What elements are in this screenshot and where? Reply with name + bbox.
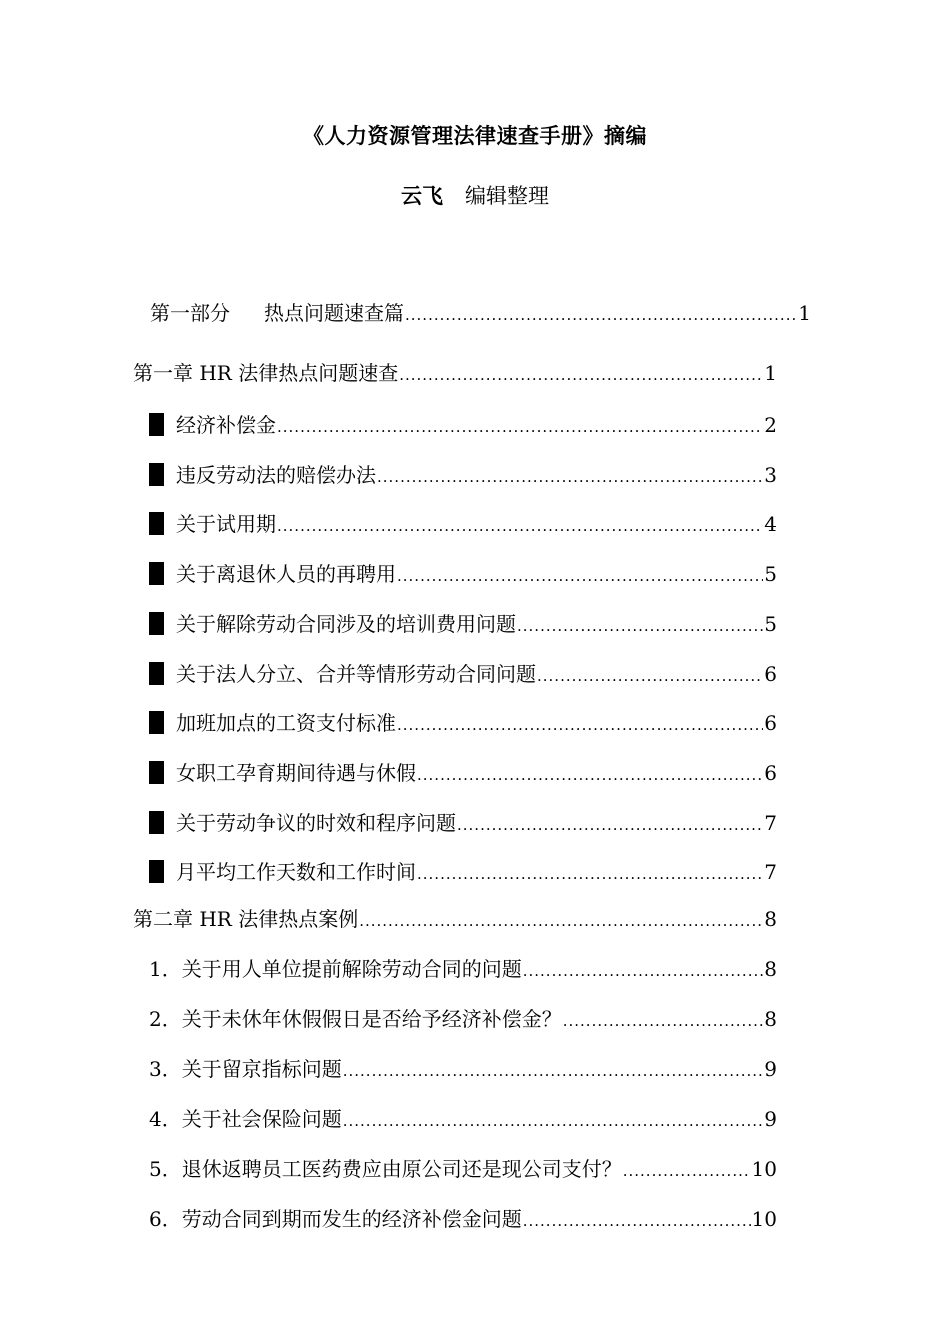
toc-leader-dots: [563, 1008, 764, 1034]
toc-section-entry[interactable]: [149, 409, 777, 435]
toc-case-number: 6．: [149, 1207, 182, 1231]
toc-case-entry[interactable]: [149, 1106, 777, 1132]
toc-page-number: 7: [764, 860, 777, 884]
toc-section-entry[interactable]: [149, 608, 777, 634]
toc-case-label: 4．关于社会保险问题: [149, 1107, 342, 1131]
square-bullet-icon: [149, 761, 164, 784]
toc-page-number: 5: [764, 562, 777, 586]
toc-page-number: 6: [764, 711, 777, 735]
editor-note: 编辑整理: [465, 184, 549, 208]
toc-section-label: 经济补偿金: [149, 409, 276, 438]
toc-section-entry[interactable]: [149, 807, 777, 833]
toc-page-number: 3: [764, 463, 777, 487]
toc-case-label: 1．关于用人单位提前解除劳动合同的问题: [149, 957, 522, 981]
toc-leader-dots: [523, 1208, 751, 1234]
toc-section-label: 女职工孕育期间待遇与休假: [149, 757, 416, 786]
toc-section-entry[interactable]: [149, 856, 777, 882]
toc-case-label: 2．关于未休年休假假日是否给予经济补偿金？: [149, 1007, 562, 1031]
square-bullet-icon: [149, 662, 164, 685]
byline: [0, 180, 950, 210]
toc-page-number: 8: [764, 1007, 777, 1031]
toc-page-number: 6: [764, 761, 777, 785]
square-bullet-icon: [149, 562, 164, 585]
toc-section-label: 关于试用期: [149, 508, 276, 537]
toc-case-entry[interactable]: [149, 1156, 777, 1182]
toc-case-number: 5．: [149, 1157, 182, 1181]
toc-case-entry[interactable]: [149, 1206, 777, 1232]
toc-part-label: 第一部分 热点问题速查篇: [150, 301, 404, 325]
toc-leader-dots: [405, 302, 797, 328]
toc-section-label: 关于法人分立、合并等情形劳动合同问题: [149, 658, 536, 687]
toc-case-number: 1．: [149, 957, 182, 981]
toc-chapter-entry[interactable]: [133, 906, 777, 932]
toc-chapter-label: 第二章 HR 法律热点案例: [133, 907, 359, 931]
toc-case-number: 4．: [149, 1107, 182, 1131]
toc-page-number: 5: [764, 612, 777, 636]
toc-leader-dots: [343, 1108, 764, 1134]
toc-leader-dots: [359, 908, 763, 934]
toc-leader-dots: [397, 563, 763, 589]
toc-page-number: 9: [764, 1057, 777, 1081]
square-bullet-icon: [149, 512, 164, 535]
toc-section-entry[interactable]: [149, 459, 777, 485]
toc-leader-dots: [623, 1158, 751, 1184]
toc-case-entry[interactable]: [149, 1006, 777, 1032]
toc-page-number: 7: [764, 811, 777, 835]
toc-page-number: 1: [798, 301, 811, 325]
toc-page-number: 8: [764, 907, 777, 931]
toc-page-number: 2: [764, 413, 777, 437]
toc-chapter-label: 第一章 HR 法律热点问题速查: [133, 361, 399, 385]
toc-case-entry[interactable]: [149, 956, 777, 982]
toc-case-number: 3．: [149, 1057, 182, 1081]
toc-case-label: 6．劳动合同到期而发生的经济补偿金问题: [149, 1207, 522, 1231]
document-title: 《人力资源管理法律速查手册》摘编: [303, 123, 647, 148]
toc-page-number: 10: [751, 1157, 777, 1181]
toc-leader-dots: [343, 1058, 764, 1084]
toc-case-number: 2．: [149, 1007, 182, 1031]
square-bullet-icon: [149, 413, 164, 436]
toc-section-label: 加班加点的工资支付标准: [149, 707, 396, 736]
toc-section-label: 违反劳动法的赔偿办法: [149, 459, 376, 488]
toc-section-label: 关于解除劳动合同涉及的培训费用问题: [149, 608, 516, 637]
toc-page-number: 4: [764, 512, 777, 536]
toc-section-entry[interactable]: [149, 757, 777, 783]
toc-leader-dots: [399, 362, 763, 388]
toc-leader-dots: [517, 613, 763, 639]
toc-leader-dots: [417, 762, 763, 788]
author-name: 云飞: [401, 183, 443, 208]
square-bullet-icon: [149, 811, 164, 834]
toc-leader-dots: [523, 958, 764, 984]
toc-section-entry[interactable]: [149, 558, 777, 584]
square-bullet-icon: [149, 860, 164, 883]
toc-section-entry[interactable]: [149, 658, 777, 684]
toc-leader-dots: [537, 663, 763, 689]
toc-page-number: 8: [764, 957, 777, 981]
toc-section-label: 月平均工作天数和工作时间: [149, 856, 416, 885]
toc-chapter-entry[interactable]: [133, 360, 777, 386]
square-bullet-icon: [149, 463, 164, 486]
toc-page-number: 9: [764, 1107, 777, 1131]
toc-case-label: 3．关于留京指标问题: [149, 1057, 342, 1081]
toc-page-number: 1: [764, 361, 777, 385]
toc-leader-dots: [417, 861, 763, 887]
toc-page-number: 10: [751, 1207, 777, 1231]
toc-leader-dots: [397, 712, 763, 738]
toc-part-entry[interactable]: [150, 300, 811, 326]
toc-page-number: 6: [764, 662, 777, 686]
toc-section-entry[interactable]: [149, 508, 777, 534]
toc-leader-dots: [277, 513, 763, 539]
toc-section-label: 关于劳动争议的时效和程序问题: [149, 807, 456, 836]
toc-leader-dots: [277, 414, 763, 440]
toc-case-entry[interactable]: [149, 1056, 777, 1082]
toc-case-label: 5．退休返聘员工医药费应由原公司还是现公司支付？: [149, 1157, 622, 1181]
square-bullet-icon: [149, 612, 164, 635]
square-bullet-icon: [149, 711, 164, 734]
toc-section-entry[interactable]: [149, 707, 777, 733]
toc-leader-dots: [457, 812, 763, 838]
toc-section-label: 关于离退休人员的再聘用: [149, 558, 396, 587]
toc-leader-dots: [377, 464, 763, 490]
